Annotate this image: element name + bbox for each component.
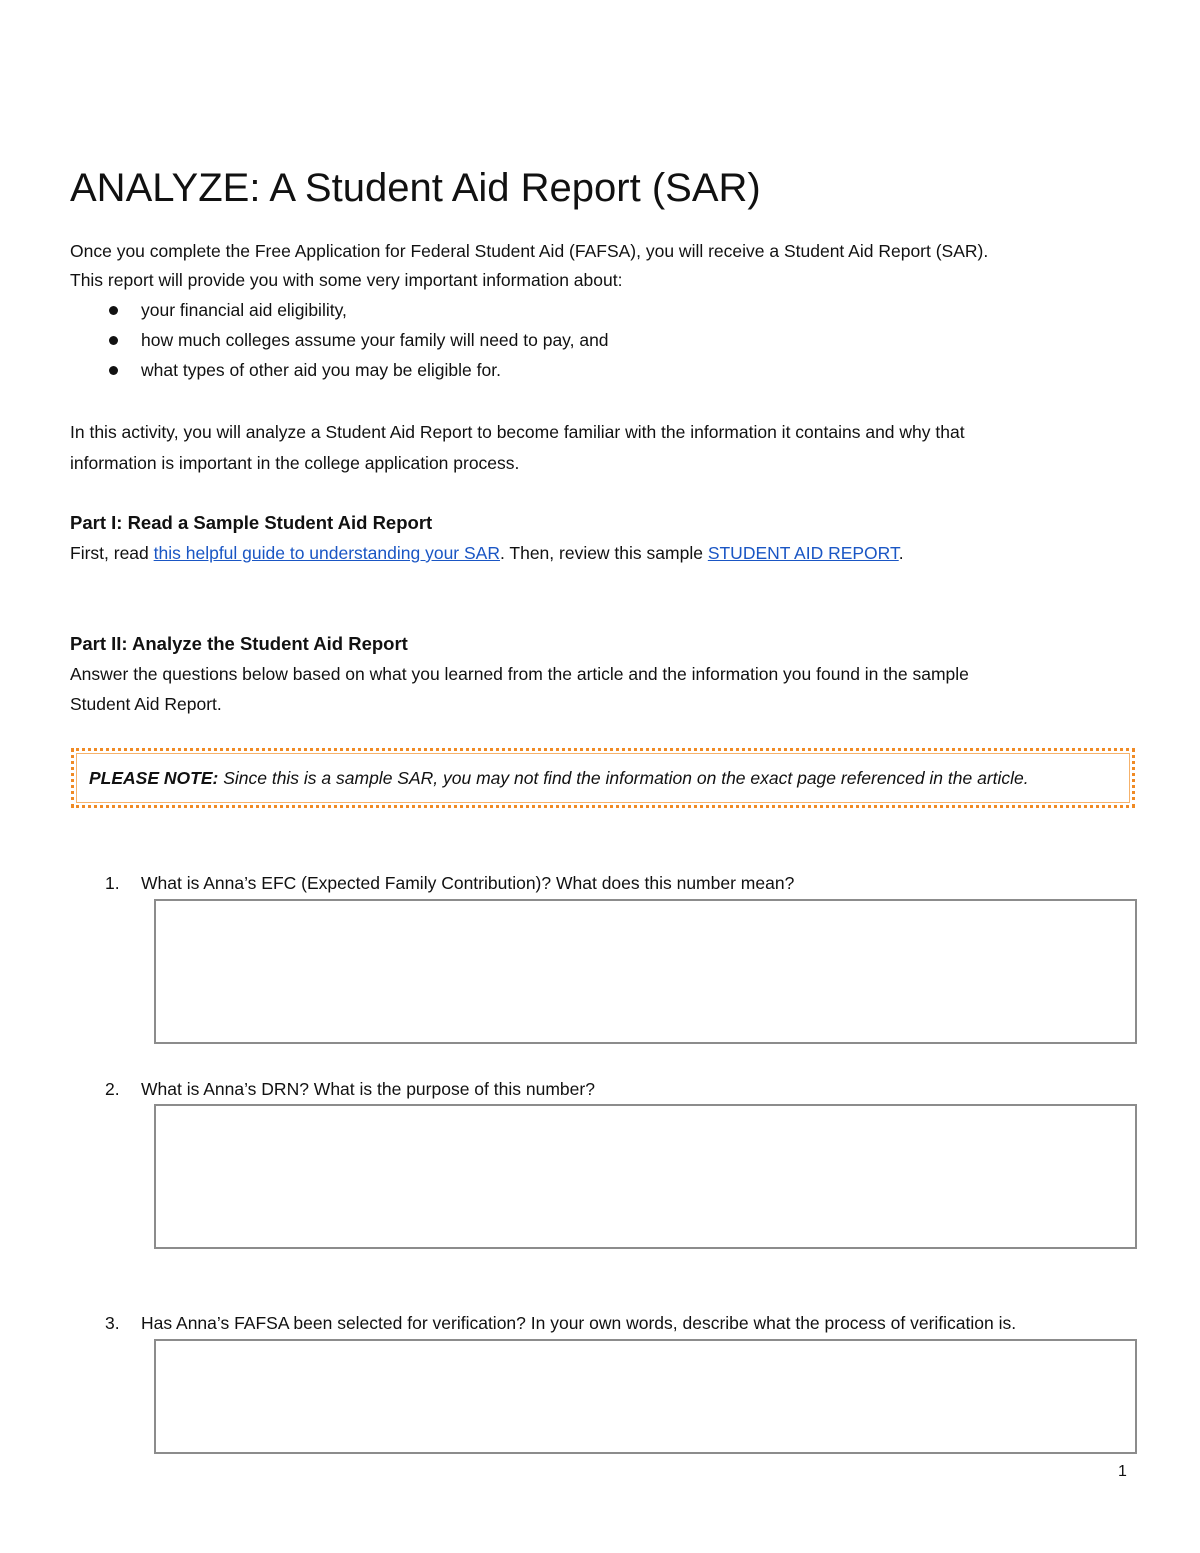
question-2 (105, 1074, 595, 1104)
question-3 (105, 1308, 1016, 1338)
part-2-line-1: Answer the questions below based on what you learned from the article and the information you found in the sample (70, 664, 969, 684)
bullet-dot-icon (109, 336, 118, 345)
bullet-text: what types of other aid you may be eligible for. (141, 360, 501, 380)
intro-line-2: This report will provide you with some very important information about: (70, 270, 623, 290)
eligibility-bullet-list (70, 295, 609, 385)
bullet-text: how much colleges assume your family will need to pay, and (141, 330, 609, 350)
page-number: 1 (1118, 1463, 1127, 1480)
bullet-dot-icon (109, 306, 118, 315)
bullet-item (70, 325, 609, 355)
part-1-heading: Part I: Read a Sample Student Aid Report (70, 512, 433, 533)
question-text: Has Anna’s FAFSA been selected for verification? In your own words, describe what the process of verification is. (141, 1313, 1017, 1333)
bullet-item (70, 355, 609, 385)
part-1-prefix: First, read (70, 543, 154, 563)
question-number: 2. (105, 1079, 120, 1099)
please-note-box (71, 748, 1135, 808)
question-number: 1. (105, 873, 120, 893)
page-title: ANALYZE: A Student Aid Report (SAR) (70, 166, 761, 210)
part-2-line-2: Student Aid Report. (70, 694, 222, 714)
note-label: PLEASE NOTE: (89, 768, 219, 788)
part-1-instructions (70, 538, 904, 568)
intro-line-1: Once you complete the Free Application for Federal Student Aid (FAFSA), you will receive a Student Aid Report (SAR). (70, 241, 989, 261)
activity-line-2: information is important in the college application process. (70, 453, 520, 473)
part-1-middle: . Then, review this sample (499, 543, 708, 563)
answer-box-3[interactable] (154, 1339, 1137, 1454)
question-text: What is Anna’s EFC (Expected Family Contribution)? What does this number mean? (141, 873, 795, 893)
question-text: What is Anna’s DRN? What is the purpose of this number? (141, 1079, 595, 1099)
student-aid-report-link[interactable]: STUDENT AID REPORT (707, 543, 899, 563)
part-2-heading: Part II: Analyze the Student Aid Report (70, 633, 408, 654)
question-1 (105, 868, 794, 898)
activity-line-1: In this activity, you will analyze a Student Aid Report to become familiar with the information it contains and why that (70, 422, 965, 442)
sar-guide-link[interactable]: this helpful guide to understanding your SAR (153, 543, 500, 563)
note-body: Since this is a sample SAR, you may not find the information on the exact page referenced in the article. (218, 768, 1029, 788)
bullet-text: your financial aid eligibility, (141, 300, 347, 320)
part-1-suffix: . (898, 543, 904, 563)
answer-box-1[interactable] (154, 899, 1137, 1044)
question-number: 3. (105, 1313, 120, 1333)
answer-box-2[interactable] (154, 1104, 1137, 1249)
note-text (89, 765, 1029, 791)
bullet-item (70, 295, 609, 325)
bullet-dot-icon (109, 366, 118, 375)
